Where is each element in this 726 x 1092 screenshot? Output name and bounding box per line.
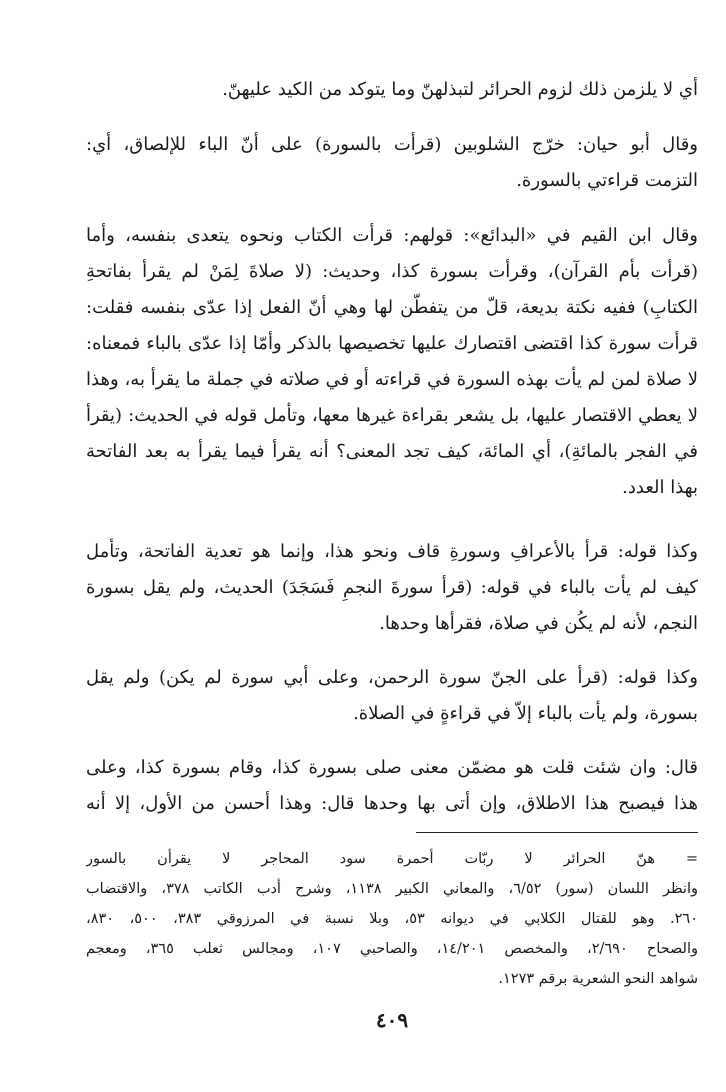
paragraph-3 [86, 218, 698, 506]
text-line: لا صلاة لمن لم يأت بهذه السورة في قراءته أو في صلاته في جملة ما يقرأ به، وهذا [86, 369, 698, 390]
text-line: قرأت سورة كذا اقتضى اقتصارك عليها تخصيصها بالذكر وأمّا إذا عدّى بالباء فمعناه: [86, 333, 698, 354]
text-line: قال: وان شئت قلت هو مضمّن معنى صلى بسورة كذا، وقام بسورة كذا، وعلى [86, 757, 698, 778]
text-line: وقال ابن القيم في «البدائع»: قولهم: قرأت الكتاب ونحوه يتعدى بنفسه، وأما [86, 225, 698, 246]
text-line: (قرأت بأم القرآن)، وقرأت بسورة كذا، وحديث: (لا صلاةَ لِمَنْ لم يقرأ بفاتحةِ [86, 261, 698, 282]
footnote-separator [416, 832, 698, 833]
text-line: بهذا العدد. [622, 477, 698, 498]
paragraph-4 [86, 534, 698, 642]
text-line: في الفجر بالمائةِ)، أي المائة، كيف تجد المعنى؟ أنه يقرأ فيما يقرأ به بعد الفاتحة [86, 441, 698, 462]
document-page [86, 0, 698, 1092]
footnote-line: شواهد النحو الشعرية برقم ١٢٧٣. [498, 971, 698, 987]
footnote-line: ٢٦٠. وهو للقتال الكلابي في ديوانه ٥٣، وبلا نسبة في المرزوقي ٣٨٣، ٥٠٠، ٨٣٠، [86, 911, 698, 927]
text-line: لا يعطي الاقتصار عليها، بل يشعر بقراءة غيرها معها، وتأمل قوله في الحديث: (يقرأ [86, 405, 698, 426]
text-line: أي لا يلزمن ذلك لزوم الحرائر لتبذلهنّ وما يتوكد من الكيد عليهنّ. [222, 79, 698, 100]
paragraph-5 [86, 660, 698, 732]
footnotes [86, 844, 698, 994]
text-line: وكذا قوله: قرأ بالأعرافِ وسورةِ قاف ونحو هذا، وإنما هو تعدية الفاتحة، وتأمل [86, 541, 698, 562]
text-line: هذا فيصبح هذا الاطلاق، وإن أتى بها وحدها قال: وهذا أحسن من الأول، إلا أنه [86, 793, 698, 814]
text-line: النجم، لأنه لم يكُن في صلاة، فقرأها وحدها. [379, 613, 698, 634]
text-line: الكتابِ) ففيه نكتة بديعة، قلّ من يتفطّن لها وهي أنّ الفعل إذا عدّى بنفسه فقلت: [86, 297, 698, 318]
footnote-line: والصحاح ٢/٦٩٠، والمخصص ١٤/٢٠١، والصاحبي ١٠٧، ومجالس ثعلب ٣٦٥، ومعجم [86, 941, 698, 957]
page-number: ٤٠٩ [375, 1008, 409, 1032]
paragraph-1 [86, 72, 698, 108]
paragraph-2 [86, 127, 698, 199]
text-line: التزمت قراءتي بالسورة. [516, 170, 698, 191]
text-line: بسورة، ولم يأت بالباء إلاّ في قراءةٍ في الصلاة. [353, 703, 698, 724]
paragraph-6 [86, 750, 698, 822]
footnote-line: وانظر اللسان (سور) ٦/٥٢، والمعاني الكبير ١١٣٨، وشرح أدب الكاتب ٣٧٨، والاقتضاب [86, 881, 698, 897]
text-line: وكذا قوله: (قرأ على الجنّ سورة الرحمن، وعلى أبي سورة لم يكن) ولم يقل [86, 667, 698, 688]
text-line: كيف لم يأت بالباء في قوله: (قرأ سورةَ النجمِ فَسَجَدَ) الحديث، ولم يقل بسورة [86, 577, 698, 598]
footnote-line: = هنّ الحرائر لا ربّات أحمرة سود المحاجر لا يقرأن بالسور [86, 851, 698, 867]
text-line: وقال أبو حيان: خرّج الشلوبين (قرأت بالسورة) على أنّ الباء للإلصاق، أي: [86, 134, 698, 155]
